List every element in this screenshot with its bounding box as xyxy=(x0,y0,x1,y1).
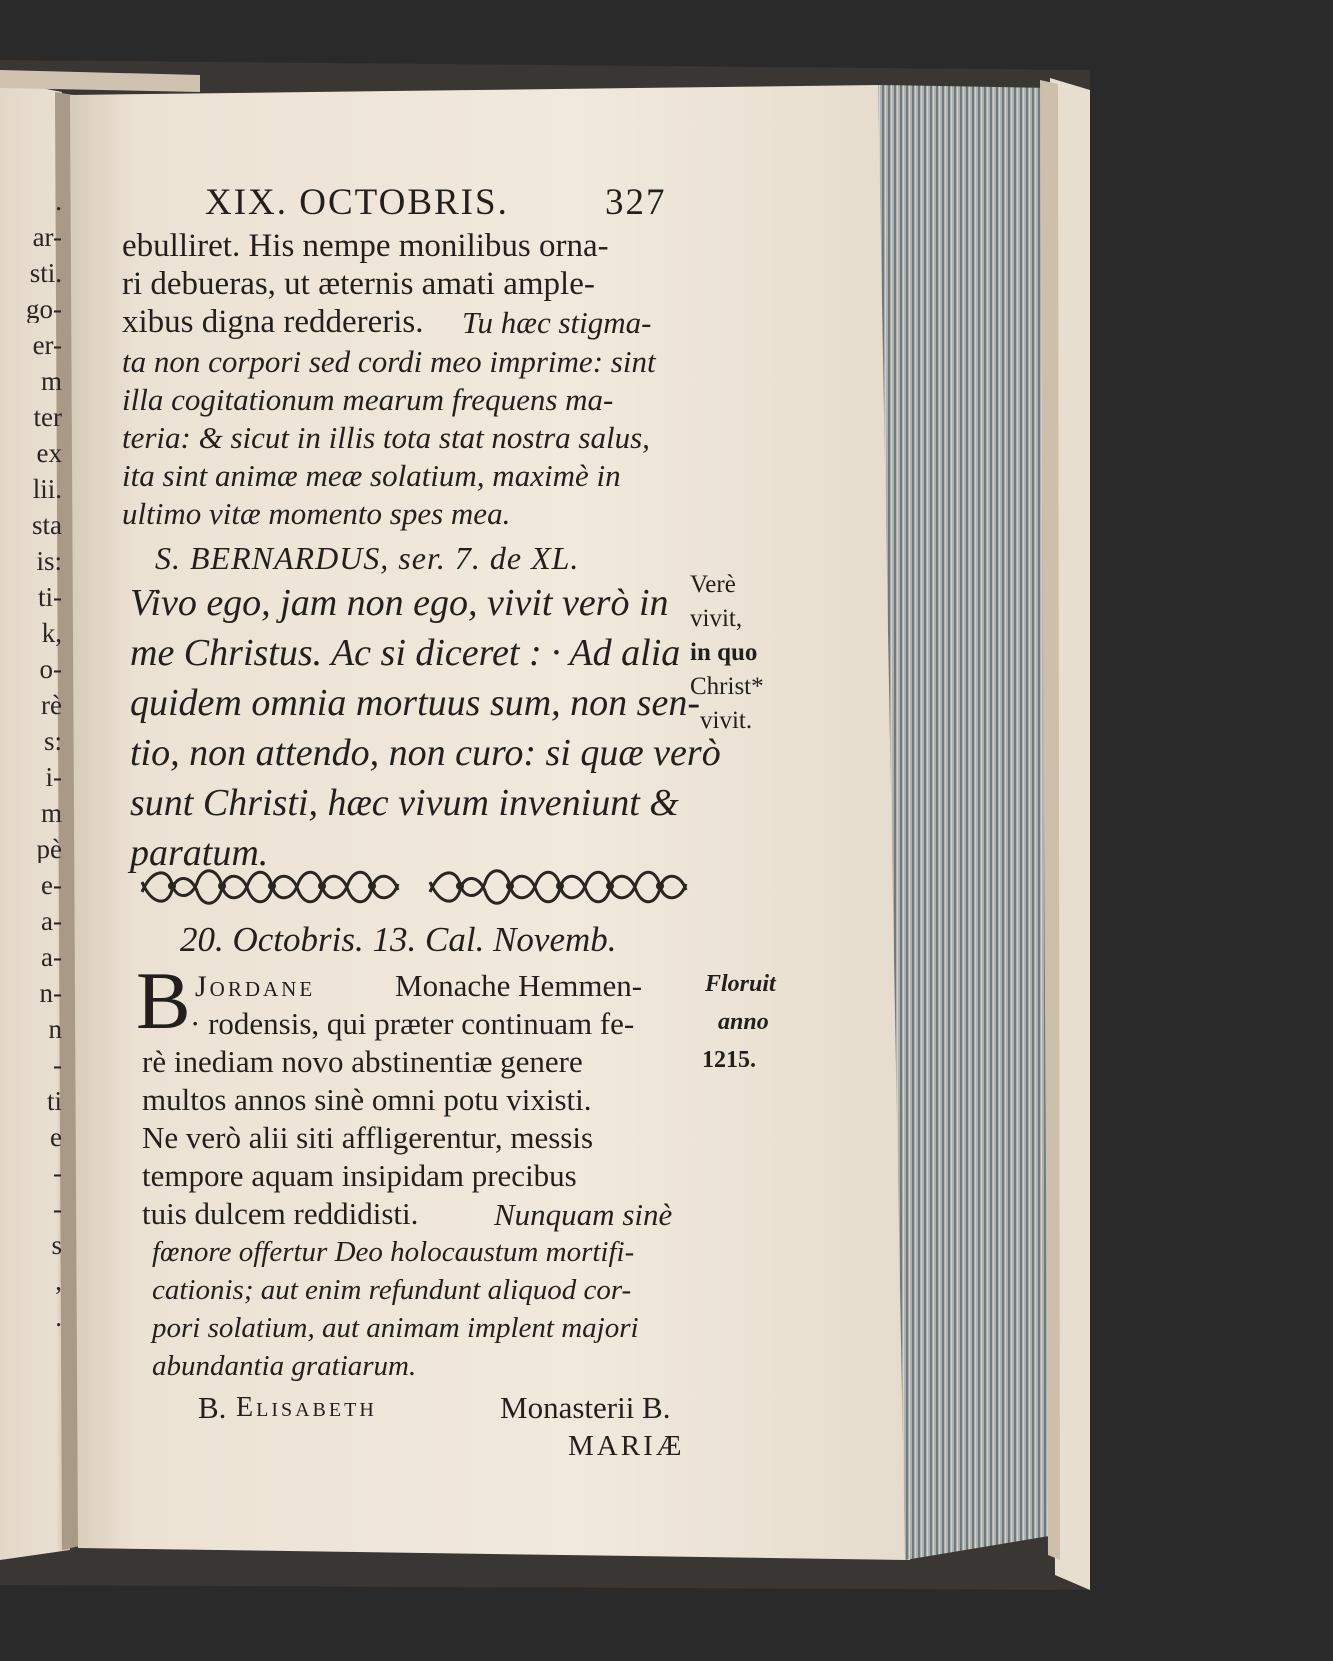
facing-page-fragment: e- xyxy=(41,872,62,899)
facing-page-fragment: lii. xyxy=(32,476,62,503)
body-line: xibus digna reddereris. xyxy=(122,304,424,340)
facing-page-fragment: ar- xyxy=(32,224,62,251)
quote-line: paratum. xyxy=(130,832,269,874)
margin-note-line: anno xyxy=(718,1009,769,1035)
quote-line: tio, non attendo, non curo: si quæ verò xyxy=(130,732,721,774)
facing-page-fragment: n xyxy=(48,1016,62,1043)
margin-note-line: 1215. xyxy=(702,1047,756,1073)
section-heading: 20. Octobris. 13. Cal. Novemb. xyxy=(180,920,617,959)
facing-page-fragment: s xyxy=(51,1232,62,1259)
entry-line: tuis dulcem reddidisti. xyxy=(142,1196,419,1231)
facing-page-fragment: i- xyxy=(45,764,62,791)
entry-line: rè inediam novo abstinentiæ genere xyxy=(142,1044,583,1079)
entry-line: tempore aquam insipidam precibus xyxy=(142,1158,577,1193)
entry-italic-line: abundantia gratiarum. xyxy=(152,1350,417,1382)
facing-page-fragment: is: xyxy=(36,548,62,575)
facing-page-fragment: rè xyxy=(41,692,62,719)
quote-line: sunt Christi, hæc vivum inveniunt & xyxy=(130,782,679,824)
facing-page-fragment: o- xyxy=(39,656,62,683)
facing-page-fragment: er- xyxy=(32,332,62,359)
facing-page-fragment: k, xyxy=(41,620,62,647)
next-entry-rest: Monasterii B. xyxy=(500,1390,671,1425)
facing-page-fragment: a- xyxy=(41,908,62,935)
source-attribution: S. BERNARDUS, ser. 7. de XL. xyxy=(155,540,580,576)
quote-line: quidem omnia mortuus sum, non sen- xyxy=(130,682,700,724)
prayer-line: ita sint animæ meæ solatium, maximè in xyxy=(122,458,621,493)
margin-note-line: vivit. xyxy=(700,707,753,734)
facing-page-fragment: ter xyxy=(33,404,62,431)
entry-italic-line: cationis; aut enim refundunt aliquod cor- xyxy=(152,1274,632,1306)
facing-page-fragment: sta xyxy=(32,512,62,539)
margin-note-line: vivit, xyxy=(690,605,743,632)
facing-page-fragment: n- xyxy=(39,980,62,1007)
prayer-line: illa cogitationum mearum frequens ma- xyxy=(122,382,614,417)
entry-italic-line: pori solatium, aut animam implent majori xyxy=(152,1312,639,1344)
ornament-band xyxy=(138,862,690,910)
catchword: MARIÆ xyxy=(568,1430,685,1462)
facing-page-fragment: - xyxy=(53,1052,62,1079)
facing-page-fragment: a- xyxy=(41,944,62,971)
first-line-rest: Monache Hemmen- xyxy=(395,968,643,1003)
page-number: 327 xyxy=(605,182,667,223)
running-header-title: XIX. OCTOBRIS. xyxy=(205,182,509,223)
facing-page-fragment: - xyxy=(53,1196,62,1223)
facing-page-fragment: m xyxy=(40,800,62,827)
body-line: ebulliret. His nempe monilibus orna- xyxy=(122,228,609,264)
body-italic-fragment: Tu hæc stigma- xyxy=(462,305,652,340)
facing-page-fragment: go- xyxy=(26,296,62,323)
facing-page-fragment: sti. xyxy=(29,260,62,287)
margin-note-line: Christ* xyxy=(690,673,764,700)
first-line-caps: Jordane xyxy=(195,970,316,1003)
facing-page-fragment: m xyxy=(40,368,62,395)
margin-note-line: Floruit xyxy=(705,971,776,997)
facing-page-fragment: e xyxy=(50,1124,62,1151)
entry-italic-line: fœnore offertur Deo holocaustum mortifi- xyxy=(152,1236,635,1268)
next-entry-prefix: B. xyxy=(198,1390,227,1425)
facing-page-fragment: ti xyxy=(46,1088,62,1115)
quote-line: me Christus. Ac si diceret : · Ad alia xyxy=(130,632,681,674)
entry-italic-fragment: Nunquam sinè xyxy=(494,1197,673,1232)
facing-page-fragment: - xyxy=(53,1160,62,1187)
margin-note-line: Verè xyxy=(690,571,736,598)
body-line: ri debueras, ut æternis amati ample- xyxy=(122,266,595,302)
facing-page-fragment: . xyxy=(55,1304,62,1331)
facing-page-fragment: . xyxy=(55,188,62,215)
prayer-line: teria: & sicut in illis tota stat nostra salus, xyxy=(122,420,650,455)
entry-line: Ne verò alii siti affligerentur, messis xyxy=(142,1120,594,1155)
facing-page-fragment: s: xyxy=(43,728,62,755)
prayer-line: ta non corpori sed cordi meo imprime: sint xyxy=(122,344,656,379)
facing-page-fragment: ex xyxy=(36,440,62,467)
entry-line: · rodensis, qui præter continuam fe- xyxy=(190,1006,635,1041)
margin-note-line: in quo xyxy=(690,639,758,666)
next-entry-caps: Elisabeth xyxy=(236,1392,377,1423)
facing-page-fragment: , xyxy=(55,1268,62,1295)
prayer-line: ultimo vitæ momento spes mea. xyxy=(122,496,511,531)
facing-page-fragment: pè xyxy=(36,836,62,863)
facing-page-fragment: ti- xyxy=(38,584,62,611)
quote-line: Vivo ego, jam non ego, vivit verò in xyxy=(130,582,669,624)
entry-line: multos annos sinè omni potu vixisti. xyxy=(142,1082,592,1117)
drop-cap: B xyxy=(136,955,191,1046)
